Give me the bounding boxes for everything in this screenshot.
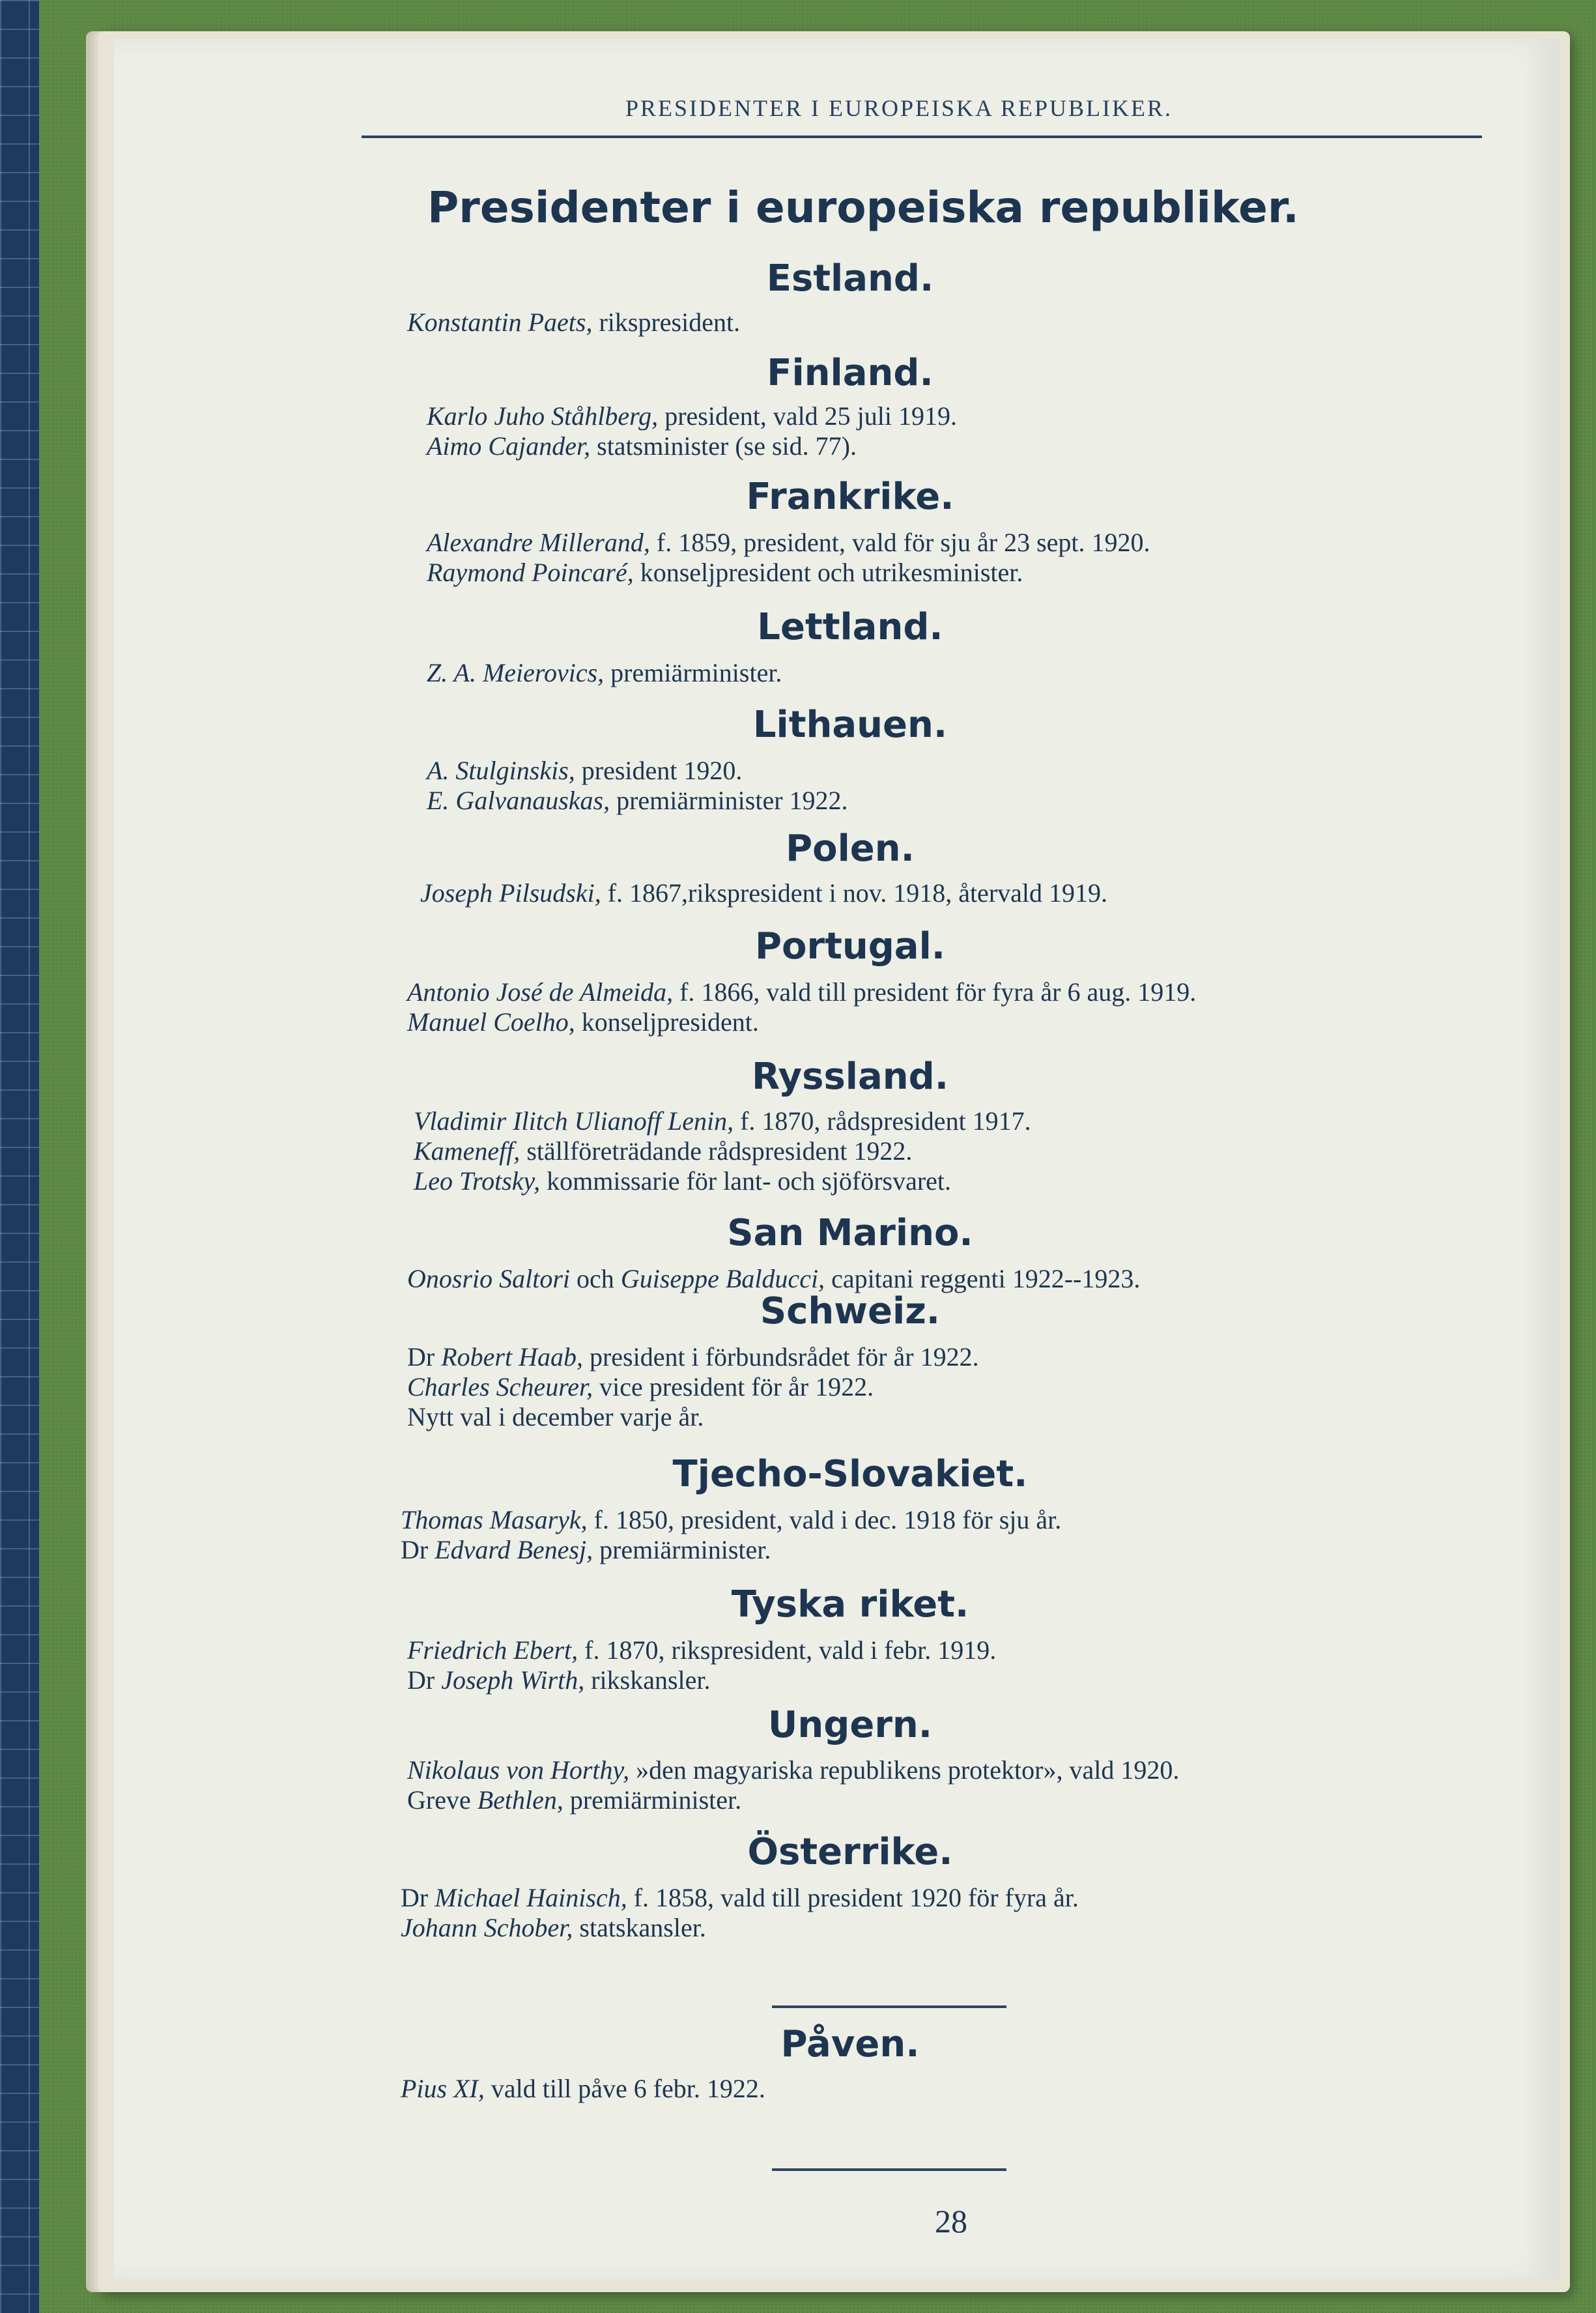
entry-line <box>414 1136 1521 1166</box>
header-rule <box>362 136 1482 138</box>
country-heading: Finland. <box>767 352 933 394</box>
entry-text: premiärminister 1922. <box>610 786 848 815</box>
person-name: Charles Scheurer, <box>407 1372 593 1401</box>
entry-line <box>407 1007 1515 1037</box>
entry-line <box>427 558 1534 588</box>
person-name: Michael Hainisch, <box>435 1883 627 1912</box>
running-head: PRESIDENTER I EUROPEISKA REPUBLIKER. <box>625 95 1173 121</box>
entry-text: premiärminister. <box>593 1535 771 1564</box>
entry-line <box>427 528 1534 558</box>
entry-text: f. 1866, vald till president för fyra år 6 aug. 1919. <box>673 977 1197 1007</box>
country-heading: Tyska riket. <box>731 1583 969 1626</box>
entry-line <box>401 2074 1508 2104</box>
entry-text: kommissarie för lant- och sjöförsvaret. <box>540 1166 952 1196</box>
person-name: Joseph Wirth, <box>441 1665 585 1695</box>
entry-line <box>401 1535 1508 1565</box>
entry-text: f. 1870, rådspresident 1917. <box>734 1106 1031 1136</box>
country-heading: San Marino. <box>727 1212 973 1254</box>
entry-prefix: Dr <box>407 1665 442 1695</box>
entry-line <box>414 1106 1521 1136</box>
entry-text: ställföreträdande rådspresident 1922. <box>520 1136 913 1166</box>
page-title: Presidenter i europeiska republiker. <box>427 182 1300 233</box>
entry-line <box>407 1342 1515 1372</box>
person-name: Bethlen, <box>477 1785 563 1815</box>
person-name: E. Galvanauskas, <box>427 786 610 815</box>
entry-line <box>427 401 1534 431</box>
person-name: Nikolaus von Horthy, <box>407 1755 630 1785</box>
country-heading: Ungern. <box>767 1704 933 1746</box>
person-name: Antonio José de Almeida, <box>407 977 674 1007</box>
person-name: Thomas Masaryk, <box>401 1505 588 1534</box>
country-heading: Ryssland. <box>752 1056 948 1098</box>
entry-line <box>414 1166 1521 1196</box>
entry-line <box>407 1635 1515 1665</box>
entry-line <box>407 1785 1515 1815</box>
person-name: Z. A. Meierovics, <box>427 658 605 687</box>
country-heading: Frankrike. <box>746 476 954 518</box>
separator-rule-2 <box>772 2168 1006 2171</box>
country-heading: Polen. <box>786 827 915 870</box>
entry-text: f. 1858, vald till president 1920 för fyra år. <box>627 1883 1079 1912</box>
country-heading: Portugal. <box>754 925 946 968</box>
entry-text: »den magyariska republikens protektor», vald 1920. <box>629 1755 1180 1785</box>
entry-prefix: Dr <box>401 1883 435 1912</box>
entry-prefix: Greve <box>407 1785 477 1815</box>
entry-text: premiärminister. <box>563 1785 742 1815</box>
entry-text: konseljpresident och utrikesminister. <box>633 558 1023 587</box>
person-name: Raymond Poincaré, <box>427 558 634 587</box>
person-name: Joseph Pilsudski, <box>420 878 601 908</box>
entry-line <box>427 756 1534 786</box>
entry-prefix: Dr <box>401 1535 435 1564</box>
page-number: 28 <box>935 2203 967 2239</box>
person-name: Alexandre Millerand, <box>427 528 650 557</box>
person-name: Aimo Cajander, <box>427 431 591 461</box>
entry-text: f. 1850, president, vald i dec. 1918 för sju år. <box>587 1505 1062 1534</box>
entry-text: f. 1867,rikspresident i nov. 1918, återvald 1919. <box>601 878 1107 908</box>
entry-conjunction: och <box>570 1264 621 1293</box>
book-page <box>114 39 1560 2280</box>
entry-prefix: Dr <box>407 1342 442 1372</box>
entry-line <box>401 1883 1508 1913</box>
entry-line <box>427 786 1534 816</box>
person-name: Robert Haab, <box>441 1342 583 1372</box>
person-name: Edvard Benesj, <box>435 1535 593 1564</box>
country-heading: Schweiz. <box>760 1290 941 1332</box>
entry-text: vald till påve 6 febr. 1922. <box>484 2074 765 2103</box>
person-name: Kameneff, <box>414 1136 520 1166</box>
person-name: Pius XI, <box>401 2074 485 2103</box>
country-heading: Lettland. <box>757 606 943 648</box>
entry-text: Nytt val i december varje år. <box>407 1402 704 1431</box>
person-name: Onosrio Saltori <box>407 1264 571 1293</box>
entry-line <box>407 308 1515 338</box>
country-heading: Tjecho-Slovakiet. <box>672 1453 1028 1495</box>
person-name: A. Stulginskis, <box>427 756 575 785</box>
entry-text: president, vald 25 juli 1919. <box>658 401 958 431</box>
entry-line <box>401 1913 1508 1943</box>
person-name: Konstantin Paets, <box>407 308 593 337</box>
entry-text: rikskansler. <box>584 1665 711 1695</box>
country-heading: Estland. <box>766 257 934 300</box>
person-name: Friedrich Ebert, <box>407 1635 578 1665</box>
entry-text: capitani reggenti 1922--1923. <box>825 1264 1141 1293</box>
entry-line <box>427 658 1534 688</box>
country-heading: Lithauen. <box>752 704 948 746</box>
country-heading: Påven. <box>780 2023 920 2065</box>
entry-text: f. 1870, rikspresident, vald i febr. 1919. <box>578 1635 997 1665</box>
entry-line <box>407 1372 1515 1402</box>
entry-text: statsminister (se sid. 77). <box>590 431 857 461</box>
country-heading: Österrike. <box>747 1831 953 1873</box>
entry-line <box>407 1755 1515 1785</box>
entry-line <box>407 977 1515 1007</box>
person-name: Manuel Coelho, <box>407 1007 575 1037</box>
entry-text: president i förbundsrådet för år 1922. <box>582 1342 979 1372</box>
entry-text: rikspresident. <box>592 308 741 337</box>
entry-line <box>401 1505 1508 1535</box>
entry-line <box>407 1665 1515 1695</box>
entry-line <box>407 1402 1515 1432</box>
separator-rule-1 <box>772 2005 1006 2008</box>
entry-line <box>420 878 1528 908</box>
entry-text: premiärminister. <box>604 658 782 687</box>
person-name: Johann Schober, <box>401 1913 573 1942</box>
entry-text: president 1920. <box>575 756 743 785</box>
entry-text: vice president för år 1922. <box>593 1372 874 1401</box>
person-name: Vladimir Ilitch Ulianoff Lenin, <box>414 1106 734 1136</box>
entry-text: statskansler. <box>573 1913 706 1942</box>
person-name: Leo Trotsky, <box>414 1166 541 1196</box>
person-name: Guiseppe Balducci, <box>620 1264 825 1293</box>
entry-text: konseljpresident. <box>575 1007 759 1037</box>
entry-text: f. 1859, president, vald för sju år 23 sept. 1920. <box>649 528 1150 557</box>
person-name: Karlo Juho Ståhlberg, <box>427 401 659 431</box>
entry-line <box>427 431 1534 461</box>
